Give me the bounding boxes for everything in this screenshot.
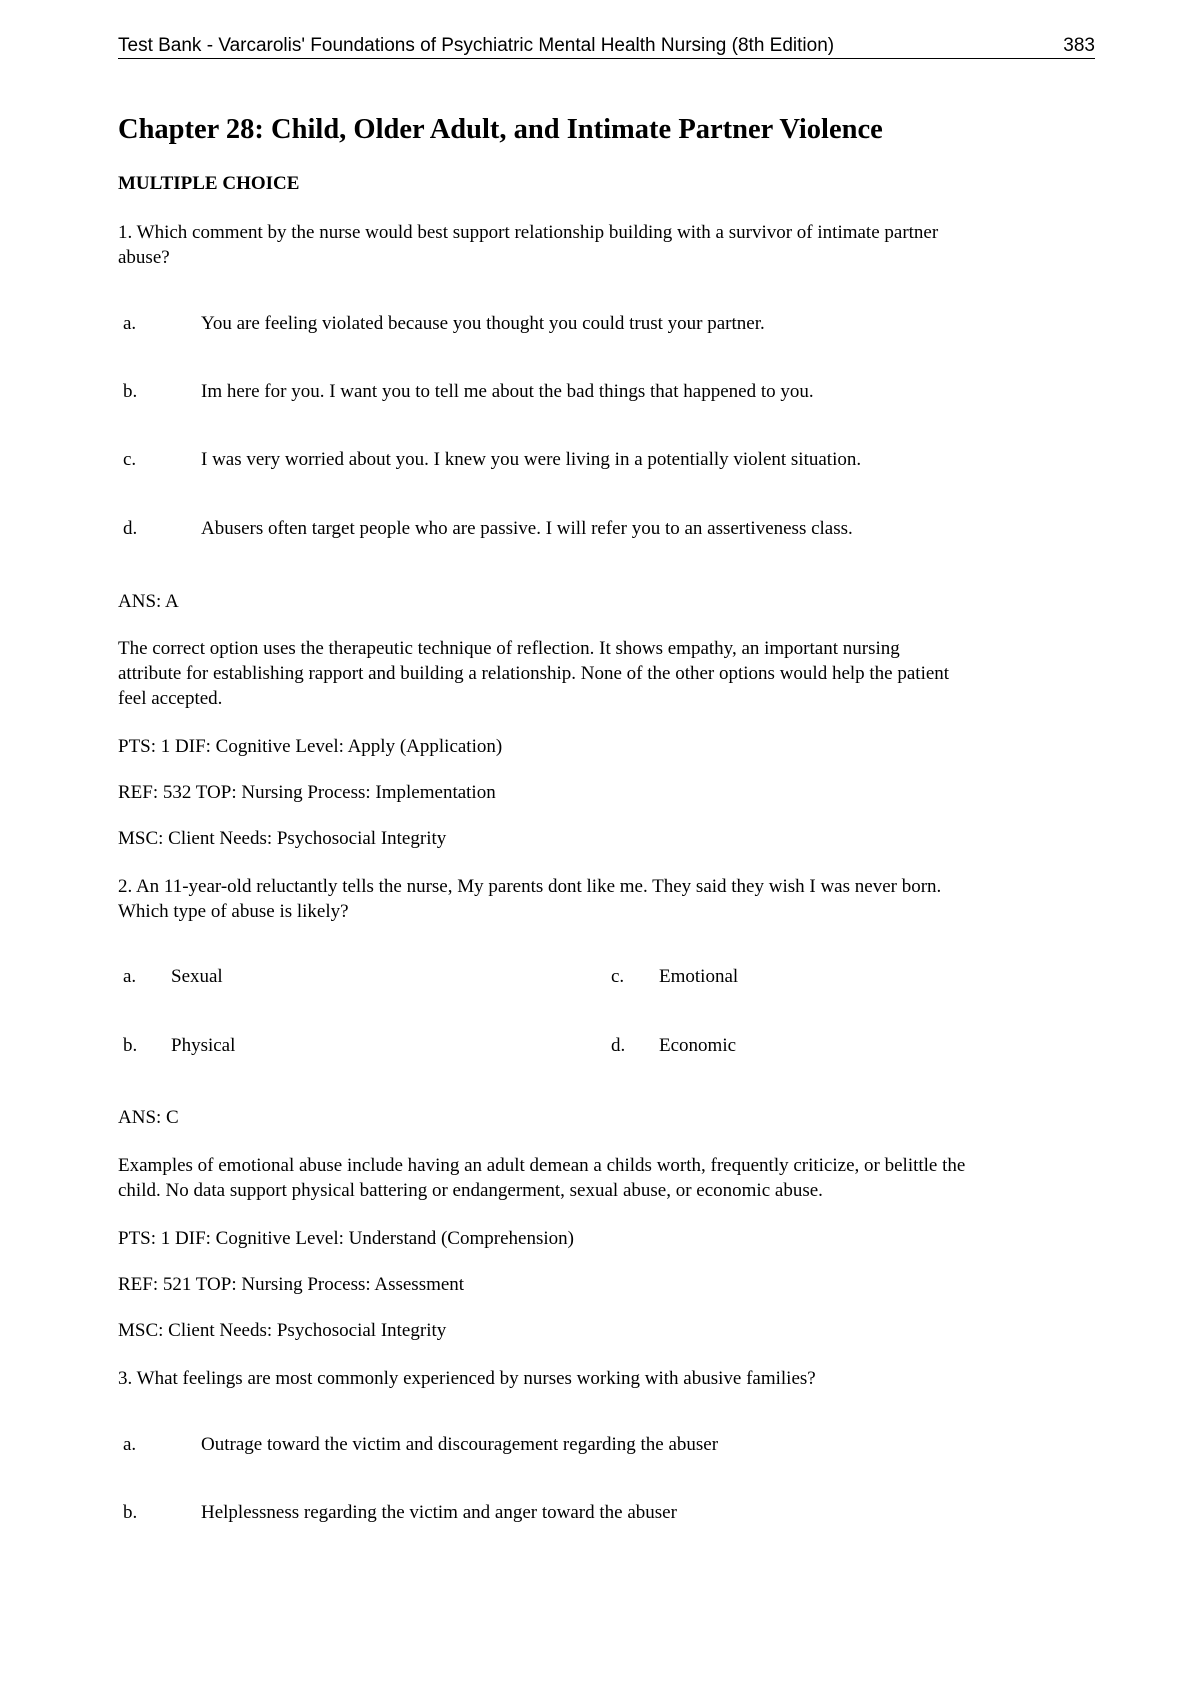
option-text: Helplessness regarding the victim and anger toward the abuser xyxy=(201,1502,677,1523)
question-stem: 3. What feelings are most commonly experienced by nurses working with abusive families? xyxy=(118,1368,816,1389)
page-number: 383 xyxy=(1063,35,1095,56)
points-difficulty: PTS: 1 DIF: Cognitive Level: Apply (Application) xyxy=(118,736,503,757)
chapter-title: Chapter 28: Child, Older Adult, and Intimate Partner Violence xyxy=(118,114,883,145)
option-letter: a. xyxy=(123,313,137,334)
header-title: Test Bank - Varcarolis' Foundations of Psychiatric Mental Health Nursing (8th Edition) xyxy=(118,35,835,56)
reference-topic: REF: 532 TOP: Nursing Process: Implementation xyxy=(118,782,496,803)
client-needs: MSC: Client Needs: Psychosocial Integrity xyxy=(118,1320,447,1341)
option-letter: a. xyxy=(123,966,137,987)
rationale-line: feel accepted. xyxy=(118,688,223,709)
points-difficulty: PTS: 1 DIF: Cognitive Level: Understand (Comprehension) xyxy=(118,1228,574,1249)
option-letter: c. xyxy=(123,449,137,470)
rationale-line: Examples of emotional abuse include having an adult demean a childs worth, frequently criticize, or belittle the xyxy=(118,1155,966,1176)
section-heading: MULTIPLE CHOICE xyxy=(118,173,300,194)
running-header xyxy=(118,33,1095,59)
option-letter: a. xyxy=(123,1434,137,1455)
question-stem: 1. Which comment by the nurse would best support relationship building with a survivor of intimate partner xyxy=(118,222,939,243)
option-text: Im here for you. I want you to tell me about the bad things that happened to you. xyxy=(201,381,814,402)
option-text: Economic xyxy=(659,1035,737,1056)
rationale-line: attribute for establishing rapport and building a relationship. None of the other options would help the patient xyxy=(118,663,950,684)
question-stem-continued: Which type of abuse is likely? xyxy=(118,901,349,922)
option-text: Emotional xyxy=(659,966,739,987)
option-text: Abusers often target people who are passive. I will refer you to an assertiveness class. xyxy=(201,518,853,539)
reference-topic: REF: 521 TOP: Nursing Process: Assessment xyxy=(118,1274,465,1295)
question-stem: 2. An 11-year-old reluctantly tells the nurse, My parents dont like me. They said they wish I was never born. xyxy=(118,876,942,897)
option-text: You are feeling violated because you thought you could trust your partner. xyxy=(201,313,765,334)
rationale-line: child. No data support physical battering or endangerment, sexual abuse, or economic abuse. xyxy=(118,1180,823,1201)
answer-key: ANS: A xyxy=(118,591,179,612)
option-text: I was very worried about you. I knew you were living in a potentially violent situation. xyxy=(201,449,862,470)
question-stem-continued: abuse? xyxy=(118,247,170,268)
option-text: Outrage toward the victim and discouragement regarding the abuser xyxy=(201,1434,719,1455)
option-letter: c. xyxy=(611,966,625,987)
option-letter: b. xyxy=(123,1502,138,1523)
option-text: Physical xyxy=(171,1035,236,1056)
rationale-line: The correct option uses the therapeutic technique of reflection. It shows empathy, an important nursing xyxy=(118,638,900,659)
document-page xyxy=(118,0,1095,1698)
option-letter: b. xyxy=(123,1035,138,1056)
option-letter: d. xyxy=(123,518,138,539)
option-letter: d. xyxy=(611,1035,626,1056)
client-needs: MSC: Client Needs: Psychosocial Integrity xyxy=(118,828,447,849)
answer-key: ANS: C xyxy=(118,1107,179,1128)
option-letter: b. xyxy=(123,381,138,402)
option-text: Sexual xyxy=(171,966,223,987)
